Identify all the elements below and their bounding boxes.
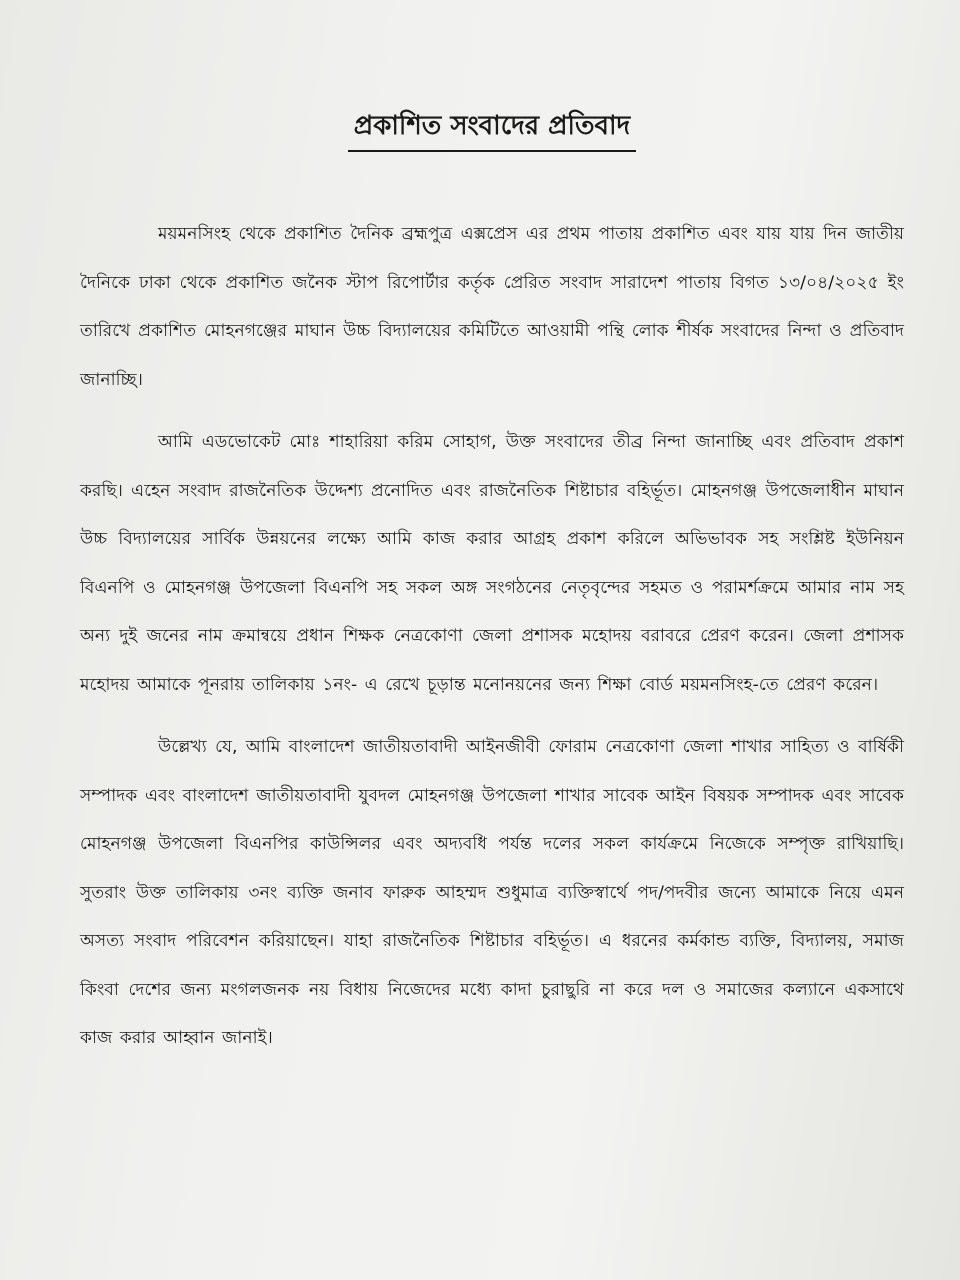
paragraph-1: ময়মনসিংহ থেকে প্রকাশিত দৈনিক ব্রহ্মপুত্র এক্সপ্রেস এর প্রথম পাতায় প্রকাশিত এবং যায় যায় দিন জাতীয় দৈনিকে ঢাকা থেকে প্রকাশিত জনৈক স্টাপ রিপোর্টার কর্তৃক প্রেরিত সংবাদ সারাদেশ পাতায় বিগত ১৩/০৪/২০২৫ ইং তারিখে প্রকাশিত মোহনগঞ্জের মাঘান উচ্চ বিদ্যালয়ের কমিটিতে আওয়ামী পন্থি লোক শীর্ষক সংবাদের নিন্দা ও প্রতিবাদ জানাচ্ছি। bbox=[80, 224, 904, 390]
document-title bbox=[80, 104, 904, 152]
paragraph-2: আমি এডভোকেট মোঃ শাহারিয়া করিম সোহাগ, উক্ত সংবাদের তীব্র নিন্দা জানাচ্ছি এবং প্রতিবাদ প্রকাশ করছি। এহেন সংবাদ রাজনৈতিক উদ্দেশ্য প্রনোদিত এবং রাজনৈতিক শিষ্টাচার বহির্ভূত। মোহনগঞ্জ উপজেলাধীন মাঘান উচ্চ বিদ্যালয়ের সার্বিক উন্নয়নের লক্ষ্যে আমি কাজ করার আগ্রহ প্রকাশ করিলে অভিভাবক সহ সংশ্লিষ্ট ইউনিয়ন বিএনপি ও মোহনগঞ্জ উপজেলা বিএনপি সহ সকল অঙ্গ সংগঠনের নেতৃবৃন্দের সহমত ও পরামর্শক্রমে আমার নাম সহ অন্য দুই জনের নাম ক্রমান্বয়ে প্রধান শিক্ষক নেত্রকোণা জেলা প্রশাসক মহোদয় বরাবরে প্রেরণ করেন। জেলা প্রশাসক মহোদয় আমাকে পূনরায় তালিকায় ১নং- এ রেখে চূড়ান্ত মনোনয়নের জন্য শিক্ষা বোর্ড ময়মনসিংহ-তে প্রেরণ করেন। bbox=[80, 432, 904, 695]
document-title-text: প্রকাশিত সংবাদের প্রতিবাদ bbox=[348, 104, 636, 152]
paragraph-3: উল্লেখ্য যে, আমি বাংলাদেশ জাতীয়তাবাদী আইনজীবী ফোরাম নেত্রকোণা জেলা শাখার সাহিত্য ও বার্ষিকী সম্পাদক এবং বাংলাদেশ জাতীয়তাবাদী যুবদল মোহনগঞ্জ উপজেলা শাখার সাবেক আইন বিষয়ক সম্পাদক এবং সাবেক মোহনগঞ্জ উপজেলা বিএনপির কাউন্সিলর এবং অদ্যবধি পর্যন্ত দলের সকল কার্যক্রমে নিজেকে সম্পৃক্ত রাখিয়াছি। সুতরাং উক্ত তালিকায় ৩নং ব্যক্তি জনাব ফারুক আহম্মদ শুধুমাত্র ব্যক্তিস্বার্থে পদ/পদবীর জন্যে আমাকে নিয়ে এমন অসত্য সংবাদ পরিবেশন করিয়াছেন। যাহা রাজনৈতিক শিষ্টাচার বহির্ভূত। এ ধরনের কর্মকান্ড ব্যক্তি, বিদ্যালয়, সমাজ কিংবা দেশের জন্য মংগলজনক নয় বিধায় নিজেদের মধ্যে কাদা চুরাছুরি না করে দল ও সমাজের কল্যানে একসাথে কাজ করার আহ্বান জানাই। bbox=[80, 737, 904, 1048]
